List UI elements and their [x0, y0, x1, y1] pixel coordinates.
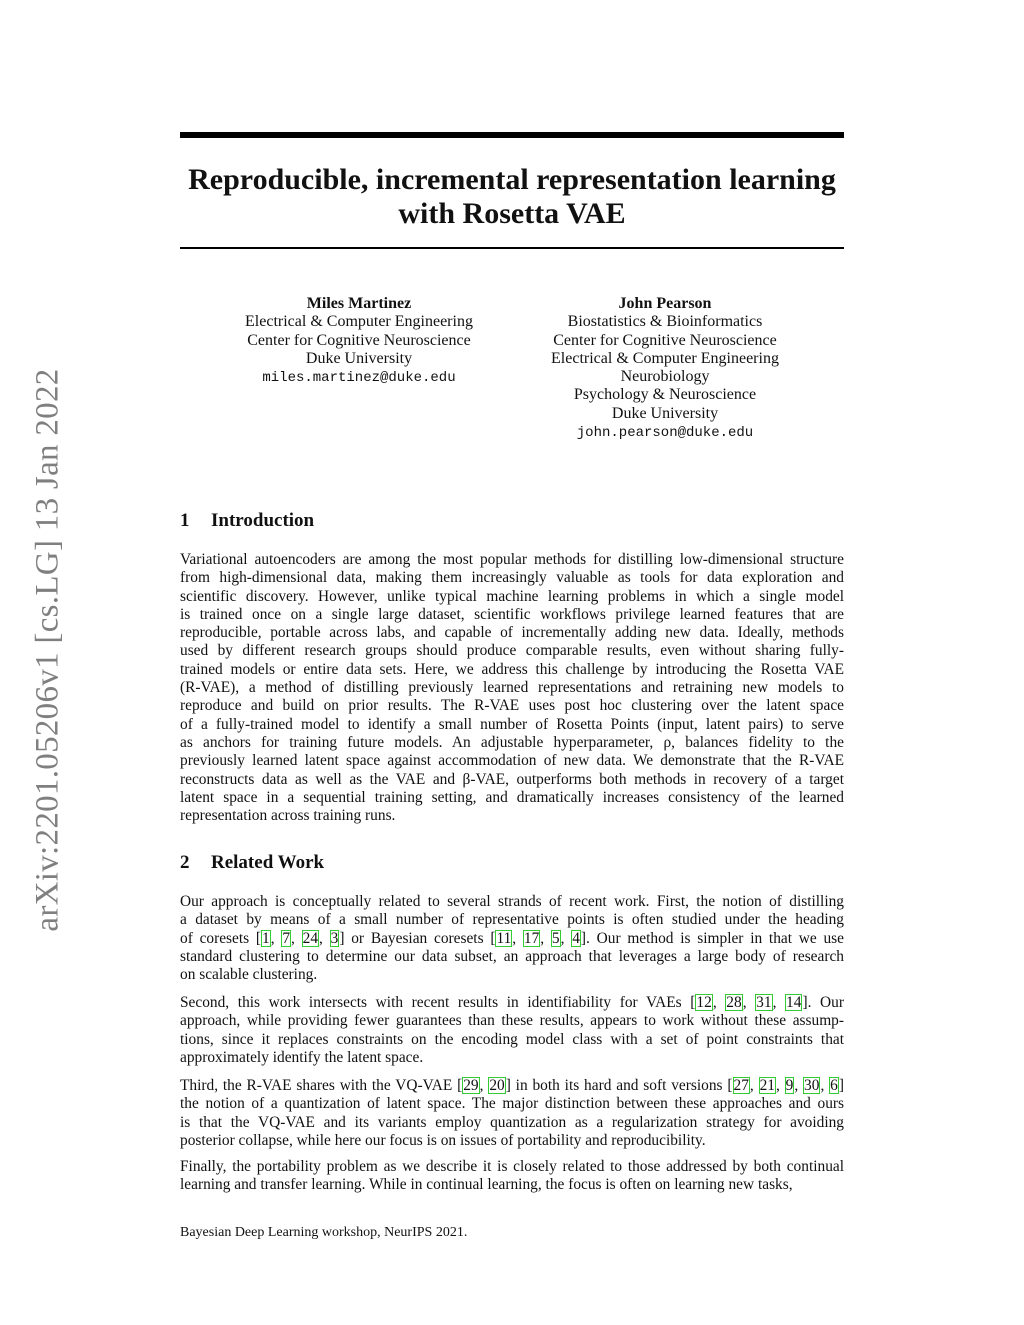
text-line: Finally, the portability problem as we describe it is closely related to those addressed by both continual	[180, 1158, 844, 1175]
author-affiliation: Biostatistics & Bioinformatics	[567, 313, 763, 331]
related-work-paragraph-4	[180, 1158, 844, 1195]
text-line: reconstructs data as well as the VAE and β-VAE, outperforms both methods in recovery of a target	[180, 770, 844, 788]
citation-link[interactable]: 29	[463, 1077, 479, 1094]
text-line: tions, since it replaces constraints on the encoding model class with a set of point constraints that	[180, 1030, 844, 1048]
text-line: reproducible, portable across labs, and capable of incrementally adding new data. Ideally, methods	[180, 624, 844, 642]
text-line: latent space in a sequential training setting, and dramatically increases consistency of the learned	[180, 788, 844, 806]
author-name: Miles Martinez	[306, 295, 412, 312]
title-line-2: with Rosetta VAE	[398, 197, 626, 230]
text-line: is trained once on a single large dataset, scientific workflows privilege learned features that are	[180, 605, 844, 623]
citation-link[interactable]: 14	[786, 994, 802, 1011]
section-heading-introduction	[180, 510, 314, 532]
citation-link[interactable]: 11	[496, 929, 512, 947]
footnote: Bayesian Deep Learning workshop, NeurIPS 2021.	[180, 1225, 468, 1240]
paper-title	[180, 163, 844, 231]
author-block-2	[515, 295, 815, 442]
author-email[interactable]: john.pearson@duke.edu	[576, 425, 754, 442]
citation-link[interactable]: 9	[785, 1077, 794, 1094]
related-work-paragraph-2	[180, 994, 844, 1067]
section-title: Introduction	[211, 510, 315, 531]
citation-link[interactable]: 7	[282, 929, 291, 947]
section-number: 1	[180, 510, 190, 531]
intro-paragraph	[180, 551, 844, 825]
citation-link[interactable]: 17	[523, 929, 540, 947]
text-line: (R-VAE), a method of distilling previously learned representations and retraining new models to	[180, 679, 844, 697]
citation-line: Third, the R-VAE shares with the VQ-VAE [29, 20] in both its hard and soft versions [27, 21, 9, 30, 6]	[180, 1077, 844, 1094]
text-line: Our approach is conceptually related to several strands of recent work. First, the notion of distilling	[180, 893, 844, 910]
title-bottom-rule	[180, 247, 844, 249]
citation-link[interactable]: 24	[302, 929, 319, 947]
author-affiliation: Duke University	[611, 404, 719, 422]
citation-link[interactable]: 5	[551, 929, 560, 947]
text-line: as anchors for training future models. An adjustable hyperparameter, ρ, balances fidelity to the	[180, 733, 844, 751]
author-affiliation: Duke University	[305, 349, 413, 367]
text-line: of a fully-trained model to identify a small number of Rosetta Points (input, latent pairs) to serve	[180, 715, 844, 733]
author-affiliation: Center for Cognitive Neuroscience	[553, 331, 777, 349]
section-number: 2	[180, 852, 190, 873]
author-block-1	[209, 295, 509, 387]
citation-link[interactable]: 12	[696, 994, 712, 1011]
citation-line: of coresets [1, 7, 24, 3] or Bayesian coresets [11, 17, 5, 4]. Our method is simpler in that we use	[180, 929, 844, 947]
citation-link[interactable]: 21	[759, 1077, 775, 1094]
author-affiliation: Electrical & Computer Engineering	[551, 349, 779, 367]
text-line: representation across training runs.	[180, 807, 396, 825]
text-line: the notion of a quantization of latent space. The major distinction between these approaches and ours	[180, 1095, 844, 1113]
related-work-paragraph-3	[180, 1077, 844, 1150]
citation-link[interactable]: 28	[726, 994, 742, 1011]
text-line: scientific discovery. However, unlike typical machine learning problems in which a single model	[180, 587, 844, 605]
text-line: approximately identify the latent space.	[180, 1048, 424, 1066]
author-name: John Pearson	[618, 295, 712, 312]
text-line: Variational autoencoders are among the most popular methods for distilling low-dimensional structure	[180, 551, 844, 568]
citation-link[interactable]: 1	[262, 929, 270, 947]
author-affiliation: Psychology & Neuroscience	[573, 386, 757, 404]
text-line: reproduce and build on prior results. The R-VAE uses post hoc clustering over the latent space	[180, 697, 844, 715]
text-line: posterior collapse, while here our focus is on issues of portability and reproducibility.	[180, 1131, 706, 1149]
text-line: approach, while providing fewer guarantees than these results, appears to work without these assump-	[180, 1012, 844, 1030]
text-line: previously learned latent space against accommodation of new data. We demonstrate that the R-VAE	[180, 752, 844, 770]
author-affiliation: Neurobiology	[620, 368, 710, 386]
citation-link[interactable]: 3	[330, 929, 339, 947]
citation-link[interactable]: 20	[489, 1077, 505, 1094]
citation-link[interactable]: 4	[572, 929, 580, 947]
text-line: trained models or entire data sets. Here, we address this challenge by introducing the Rosetta VAE	[180, 660, 844, 678]
citation-link[interactable]: 6	[830, 1077, 838, 1094]
text-line: from high-dimensional data, making them increasingly valuable as tools for data exploration and	[180, 569, 844, 587]
citation-link[interactable]: 30	[804, 1077, 820, 1094]
title-line-1: Reproducible, incremental representation learning	[188, 163, 836, 196]
text-line: on scalable clustering.	[180, 966, 318, 984]
section-heading-related-work	[180, 852, 324, 874]
author-affiliation: Electrical & Computer Engineering	[245, 313, 473, 331]
text-line: learning and transfer learning. While in continual learning, the focus is often on learning new tasks,	[180, 1176, 793, 1194]
arxiv-stamp: arXiv:2201.05206v1 [cs.LG] 13 Jan 2022	[29, 368, 66, 932]
text-line: is that the VQ-VAE and its variants employ quantization as a regularization strategy for avoiding	[180, 1113, 844, 1131]
citation-line: Second, this work intersects with recent results in identifiability for VAEs [12, 28, 31, 14]. Our	[180, 994, 844, 1011]
title-top-rule	[180, 132, 844, 138]
section-title: Related Work	[211, 852, 325, 873]
citation-link[interactable]: 27	[733, 1077, 749, 1094]
author-email[interactable]: miles.martinez@duke.edu	[262, 370, 456, 387]
author-affiliation: Center for Cognitive Neuroscience	[247, 331, 471, 349]
text-line: used by different research groups should produce comparable results, even without sharing fully-	[180, 642, 844, 660]
related-work-paragraph-1	[180, 893, 844, 984]
citation-link[interactable]: 31	[756, 994, 772, 1011]
text-line: a dataset by means of a small number of representative points is often studied under the heading	[180, 911, 844, 929]
text-line: standard clustering to determine our data subset, an approach that leverages a large body of research	[180, 947, 844, 965]
